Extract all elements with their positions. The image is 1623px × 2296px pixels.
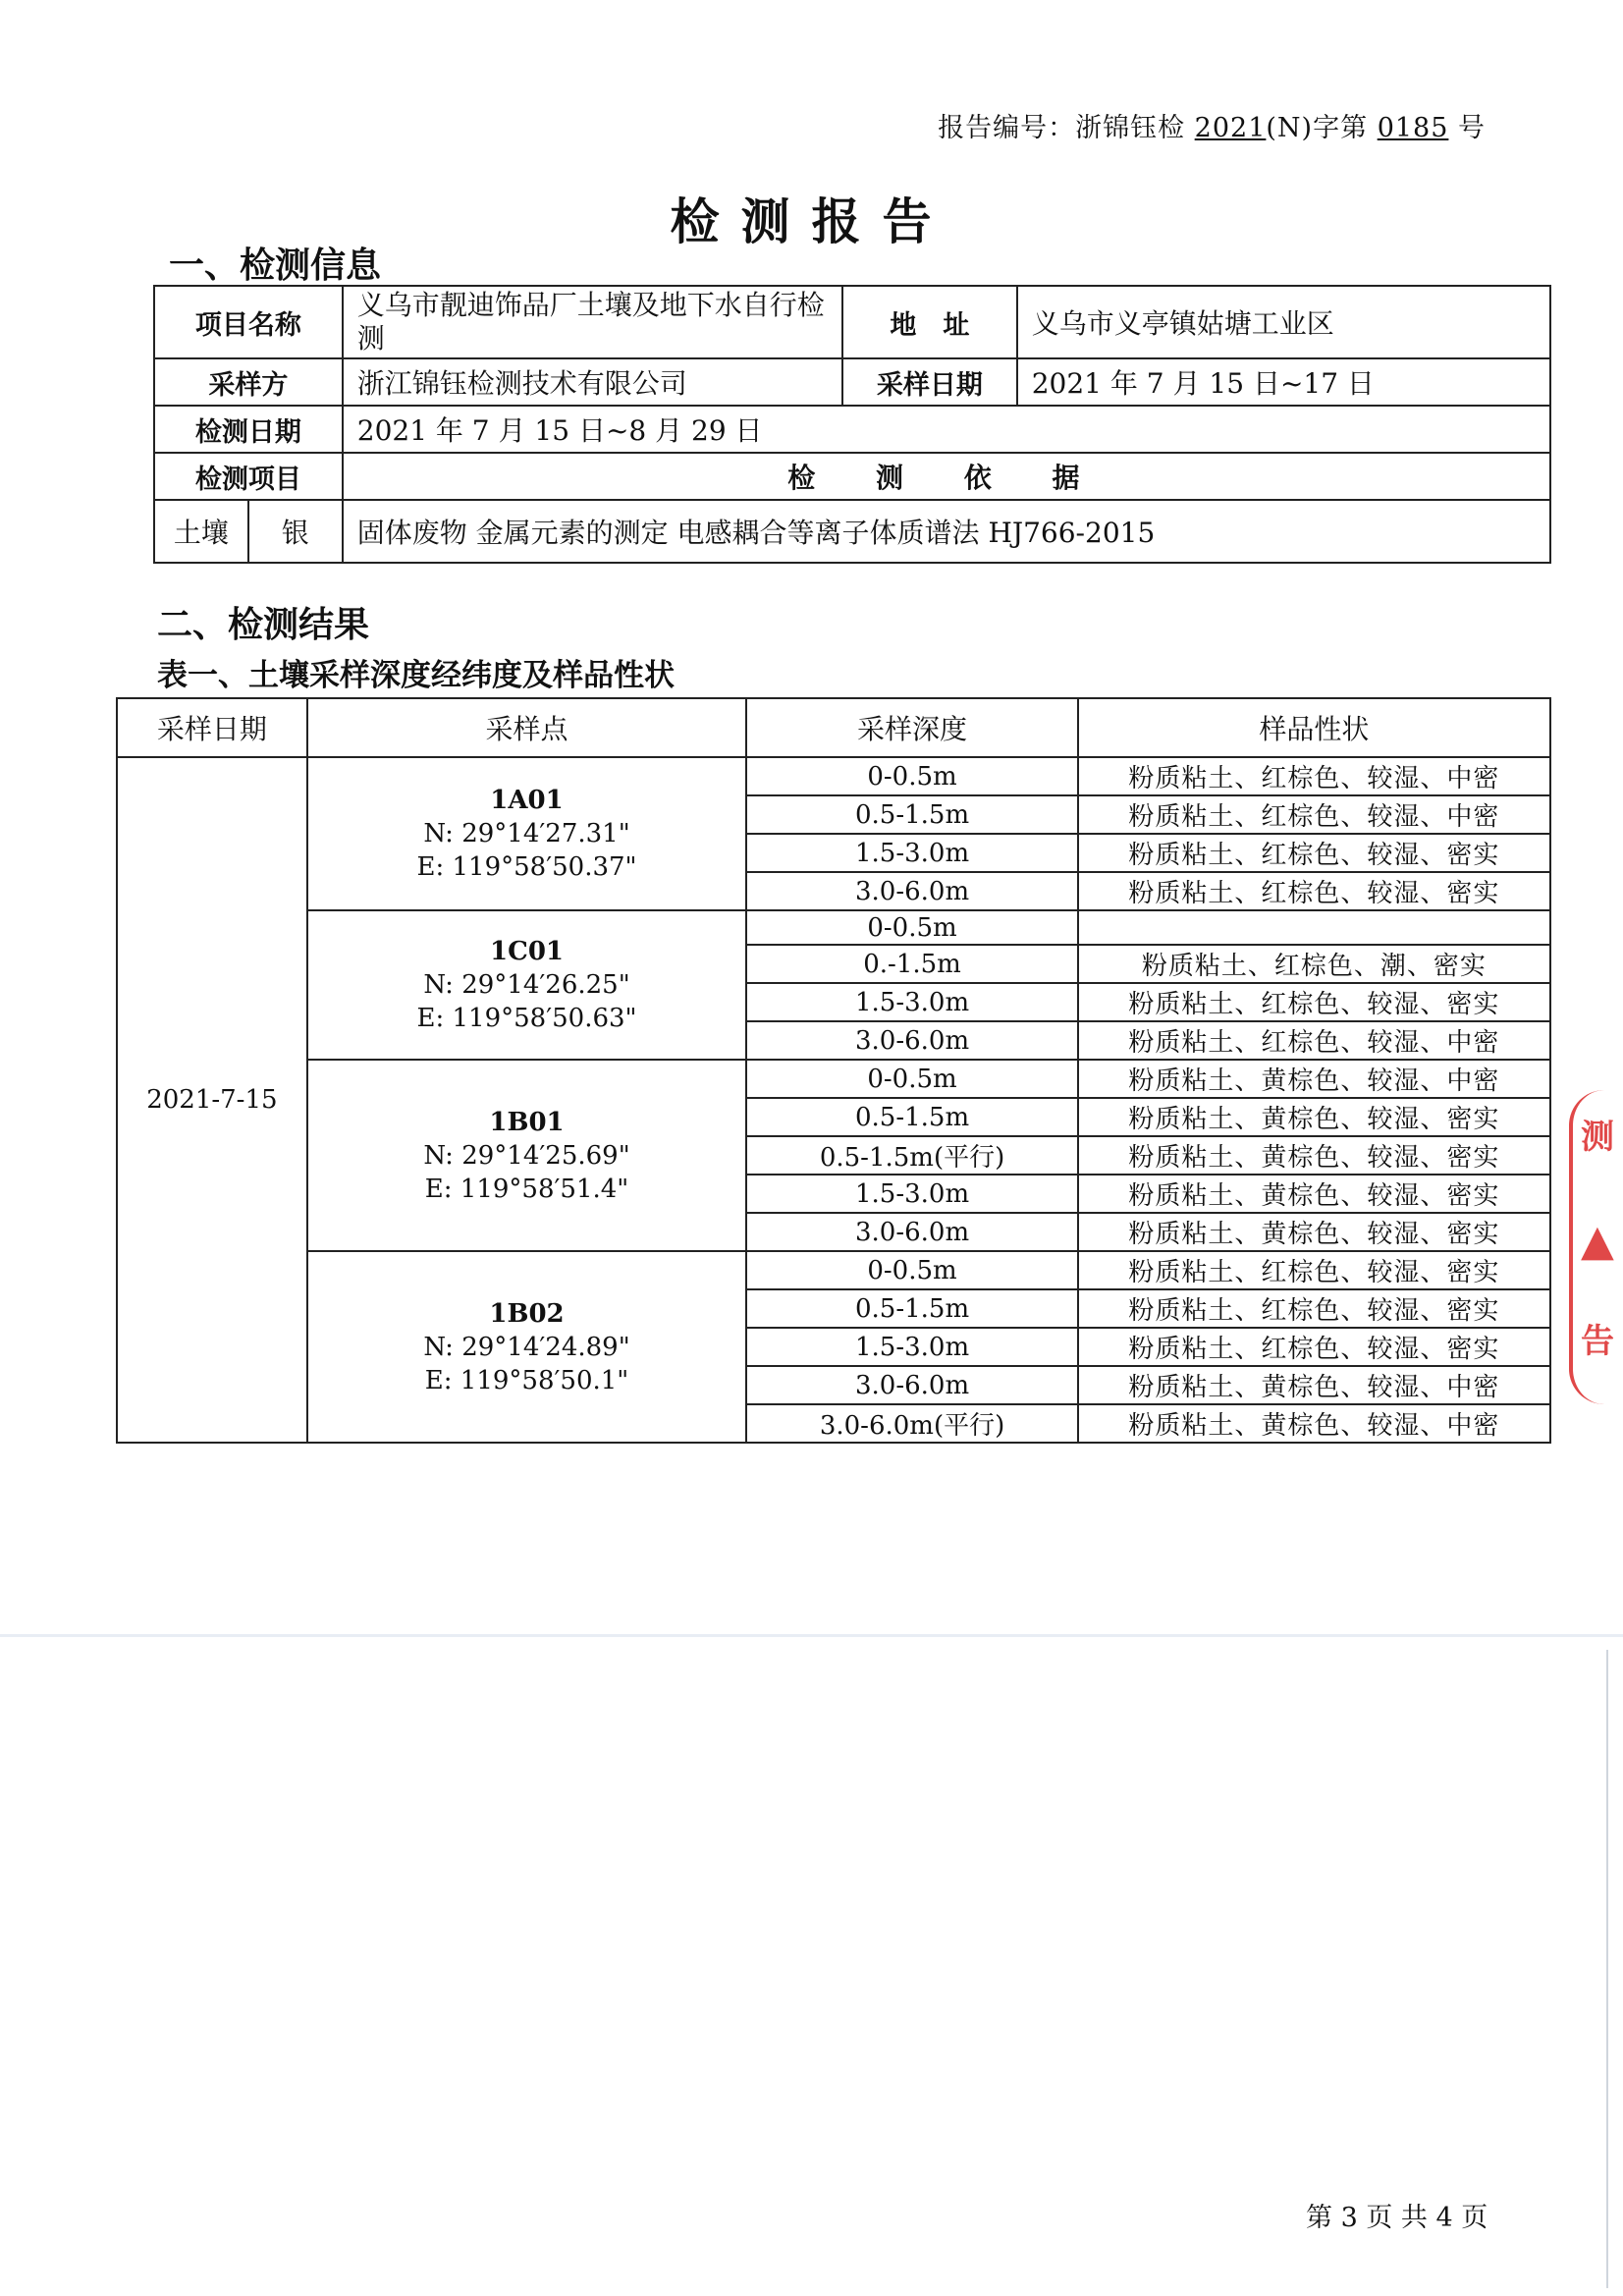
element-cell: 银 bbox=[248, 500, 343, 563]
sample-date-label: 采样日期 bbox=[842, 358, 1017, 406]
property-cell: 粉质粘土、黄棕色、较湿、中密 bbox=[1078, 1404, 1550, 1443]
info-row-method bbox=[154, 500, 1550, 563]
sample-date-cell: 2021-7-15 bbox=[117, 757, 307, 1443]
sample-point-cell bbox=[307, 757, 747, 910]
depth-cell: 3.0-6.0m bbox=[746, 1213, 1078, 1251]
sample-date-value: 2021 年 7 月 15 日~17 日 bbox=[1017, 358, 1550, 406]
result-header-row bbox=[117, 698, 1550, 757]
property-cell: 粉质粘土、红棕色、较湿、密实 bbox=[1078, 872, 1550, 910]
table-title: 表一、土壤采样深度经纬度及样品性状 bbox=[157, 658, 675, 693]
address-value: 义乌市义亭镇姑塘工业区 bbox=[1017, 286, 1550, 358]
scan-edge bbox=[1606, 1650, 1608, 2288]
info-row-sampler bbox=[154, 358, 1550, 406]
sample-point-lat: N: 29°14′24.89" bbox=[423, 1332, 630, 1362]
depth-cell: 3.0-6.0m(平行) bbox=[746, 1404, 1078, 1443]
sample-point-lon: E: 119°58′50.63" bbox=[416, 1004, 637, 1033]
red-seal-stamp bbox=[1569, 1090, 1623, 1404]
matrix-cell: 土壤 bbox=[154, 500, 248, 563]
depth-cell: 0-0.5m bbox=[746, 910, 1078, 945]
depth-cell: 0-0.5m bbox=[746, 1060, 1078, 1098]
property-cell: 粉质粘土、红棕色、较湿、中密 bbox=[1078, 795, 1550, 834]
property-cell: 粉质粘土、红棕色、较湿、密实 bbox=[1078, 983, 1550, 1021]
sample-point-lon: E: 119°58′51.4" bbox=[424, 1174, 629, 1204]
header-property: 样品性状 bbox=[1078, 698, 1550, 757]
property-cell: 粉质粘土、红棕色、较湿、密实 bbox=[1078, 1289, 1550, 1328]
test-date-label: 检测日期 bbox=[154, 406, 343, 453]
method-cell: 固体废物 金属元素的测定 电感耦合等离子体质谱法 HJ766-2015 bbox=[343, 500, 1550, 563]
property-cell: 粉质粘土、黄棕色、较湿、中密 bbox=[1078, 1060, 1550, 1098]
property-cell: 粉质粘土、红棕色、较湿、密实 bbox=[1078, 1251, 1550, 1289]
result-body bbox=[117, 757, 1550, 1443]
section-heading-info: 一、检测信息 bbox=[169, 245, 382, 286]
property-cell: 粉质粘土、黄棕色、较湿、密实 bbox=[1078, 1213, 1550, 1251]
property-cell: 粉质粘土、红棕色、较湿、密实 bbox=[1078, 1328, 1550, 1366]
sample-point-cell bbox=[307, 1060, 747, 1251]
section-heading-results: 二、检测结果 bbox=[157, 604, 370, 645]
sample-point-lon: E: 119°58′50.37" bbox=[416, 852, 637, 882]
sample-point-id: 1B01 bbox=[489, 1107, 565, 1137]
property-cell: 粉质粘土、红棕色、较湿、中密 bbox=[1078, 1021, 1550, 1060]
depth-cell: 3.0-6.0m bbox=[746, 1366, 1078, 1404]
depth-cell: 0.5-1.5m(平行) bbox=[746, 1136, 1078, 1175]
property-cell: 粉质粘土、红棕色、较湿、中密 bbox=[1078, 757, 1550, 795]
depth-cell: 0.5-1.5m bbox=[746, 795, 1078, 834]
depth-cell: 3.0-6.0m bbox=[746, 1021, 1078, 1060]
depth-cell: 0-0.5m bbox=[746, 1251, 1078, 1289]
depth-cell: 1.5-3.0m bbox=[746, 1328, 1078, 1366]
property-cell bbox=[1078, 910, 1550, 945]
sample-point-id: 1A01 bbox=[490, 786, 564, 815]
project-label: 项目名称 bbox=[154, 286, 343, 358]
depth-cell: 3.0-6.0m bbox=[746, 872, 1078, 910]
table-row bbox=[117, 757, 1550, 795]
depth-cell: 0.5-1.5m bbox=[746, 1289, 1078, 1328]
depth-cell: 1.5-3.0m bbox=[746, 983, 1078, 1021]
sampler-value: 浙江锦钰检测技术有限公司 bbox=[343, 358, 842, 406]
table-row bbox=[117, 1060, 1550, 1098]
info-table bbox=[153, 285, 1551, 564]
depth-cell: 1.5-3.0m bbox=[746, 834, 1078, 872]
project-value: 义乌市靓迪饰品厂土壤及地下水自行检测 bbox=[343, 286, 842, 358]
header-depth: 采样深度 bbox=[746, 698, 1078, 757]
depth-cell: 0-0.5m bbox=[746, 757, 1078, 795]
property-cell: 粉质粘土、黄棕色、较湿、密实 bbox=[1078, 1175, 1550, 1213]
sample-point-lat: N: 29°14′27.31" bbox=[423, 819, 630, 848]
report-serial: 0185 bbox=[1377, 113, 1449, 143]
item-label: 检测项目 bbox=[154, 453, 343, 500]
report-number bbox=[938, 106, 1486, 144]
info-row-project bbox=[154, 286, 1550, 358]
sample-point-cell bbox=[307, 1251, 747, 1443]
sampler-label: 采样方 bbox=[154, 358, 343, 406]
property-cell: 粉质粘土、红棕色、潮、密实 bbox=[1078, 945, 1550, 983]
header-sample-point: 采样点 bbox=[307, 698, 747, 757]
address-label: 地 址 bbox=[842, 286, 1017, 358]
table-row bbox=[117, 910, 1550, 945]
property-cell: 粉质粘土、黄棕色、较湿、密实 bbox=[1078, 1098, 1550, 1136]
stamp-char-1: 测 bbox=[1581, 1118, 1614, 1157]
sample-point-lat: N: 29°14′26.25" bbox=[423, 970, 630, 1000]
sample-point-lon: E: 119°58′50.1" bbox=[424, 1365, 629, 1395]
report-year: 2021 bbox=[1194, 113, 1267, 143]
basis-label: 检 测 依 据 bbox=[343, 453, 1550, 500]
info-row-item-header bbox=[154, 453, 1550, 500]
report-number-label: 报告编号：浙锦钰检 bbox=[938, 113, 1186, 143]
depth-cell: 0.-1.5m bbox=[746, 945, 1078, 983]
property-cell: 粉质粘土、黄棕色、较湿、密实 bbox=[1078, 1136, 1550, 1175]
test-date-value: 2021 年 7 月 15 日~8 月 29 日 bbox=[343, 406, 1550, 453]
result-table bbox=[116, 697, 1551, 1444]
property-cell: 粉质粘土、黄棕色、较湿、中密 bbox=[1078, 1366, 1550, 1404]
report-number-mid: (N)字第 bbox=[1266, 113, 1369, 143]
table-row bbox=[117, 1251, 1550, 1289]
report-number-suffix: 号 bbox=[1458, 113, 1486, 143]
info-row-test-date bbox=[154, 406, 1550, 453]
sample-point-lat: N: 29°14′25.69" bbox=[423, 1140, 630, 1171]
sample-point-cell bbox=[307, 910, 747, 1060]
sample-point-id: 1B02 bbox=[489, 1298, 565, 1329]
depth-cell: 0.5-1.5m bbox=[746, 1098, 1078, 1136]
header-sample-date: 采样日期 bbox=[117, 698, 307, 757]
scan-divider bbox=[0, 1634, 1623, 1637]
stamp-star-icon: ▲ bbox=[1581, 1216, 1614, 1266]
stamp-char-2: 告 bbox=[1581, 1322, 1614, 1361]
depth-cell: 1.5-3.0m bbox=[746, 1175, 1078, 1213]
page-footer: 第 3 页 共 4 页 bbox=[1306, 2203, 1488, 2233]
sample-point-id: 1C01 bbox=[490, 937, 564, 966]
page-title: 检测报告 bbox=[670, 192, 953, 250]
property-cell: 粉质粘土、红棕色、较湿、密实 bbox=[1078, 834, 1550, 872]
